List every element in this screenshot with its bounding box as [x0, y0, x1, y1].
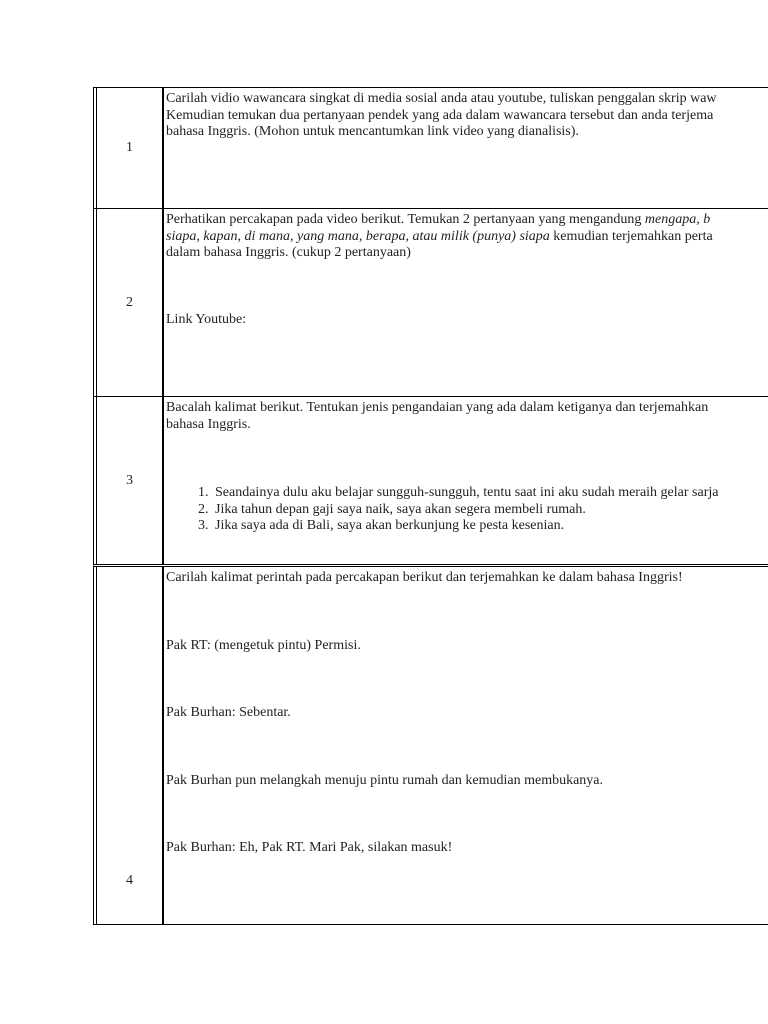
link-label: Link Youtube:: [166, 311, 247, 327]
italic-text: siapa, kapan, di mana, yang mana, berapa, atau milik (punya) siapa: [166, 228, 550, 244]
text-run: Perhatikan percakapan pada video berikut. Temukan 2 pertanyaan yang mengandung: [166, 212, 645, 227]
dialogue-line: Pak Burhan: Sebentar.: [166, 705, 291, 720]
list-item: 2. Jika tahun depan gaji saya naik, saya akan segera membeli rumah.: [212, 502, 768, 519]
spacer: [166, 587, 768, 638]
text-line: Bacalah kalimat berikut. Tentukan jenis pengandaian yang ada dalam ketiganya dan terjemahkan: [166, 400, 709, 415]
text-line: Carilah vidio wawancara singkat di media sosial anda atau youtube, tuliskan penggalan skrip waw: [166, 91, 717, 106]
assignment-table: [93, 87, 768, 925]
dialogue-line: Pak Burhan pun melangkah menuju pintu rumah dan kemudian membukanya.: [166, 772, 604, 788]
list-item: 1. Seandainya dulu aku belajar sungguh-sungguh, tentu saat ini aku sudah meraih gelar sarja: [212, 485, 768, 502]
dialogue-line: Pak RT: (mengetuk pintu) Permisi.: [166, 637, 361, 653]
text-line: [166, 212, 768, 229]
text-line: dalam bahasa Inggris. (cukup 2 pertanyaan): [166, 245, 411, 260]
row-number: 4: [96, 567, 164, 924]
row-number: 3: [96, 397, 164, 564]
table-row: [93, 88, 768, 209]
sentence-list: [166, 485, 768, 535]
spacer: [166, 789, 768, 840]
spacer: [166, 654, 768, 705]
row-number: 1: [96, 88, 164, 208]
table-row: [93, 567, 768, 924]
spacer: [166, 262, 768, 312]
italic-text: mengapa, b: [644, 212, 711, 227]
text-line: bahasa Inggris.: [166, 416, 251, 432]
question-text: [164, 397, 768, 564]
list-item: 3. Jika saya ada di Bali, saya akan berkunjung ke pesta kesenian.: [212, 518, 768, 535]
row-number: 2: [96, 209, 164, 396]
spacer: [166, 722, 768, 773]
table-row: [93, 397, 768, 567]
text-line: [166, 229, 768, 246]
question-text: [164, 209, 768, 396]
question-text: [164, 88, 768, 208]
question-text: [164, 567, 768, 924]
table-row: [93, 209, 768, 397]
text-line: Carilah kalimat perintah pada percakapan berikut dan terjemahkan ke dalam bahasa Inggris!: [166, 570, 683, 585]
text-line: Kemudian temukan dua pertanyaan pendek yang ada dalam wawancara tersebut dan anda terjema: [166, 107, 714, 123]
text-line: bahasa Inggris. (Mohon untuk mencantumkan link video yang dianalisis).: [166, 124, 579, 139]
text-run: kemudian terjemahkan perta: [549, 228, 713, 244]
dialogue-line: Pak Burhan: Eh, Pak RT. Mari Pak, silakan masuk!: [166, 840, 453, 855]
